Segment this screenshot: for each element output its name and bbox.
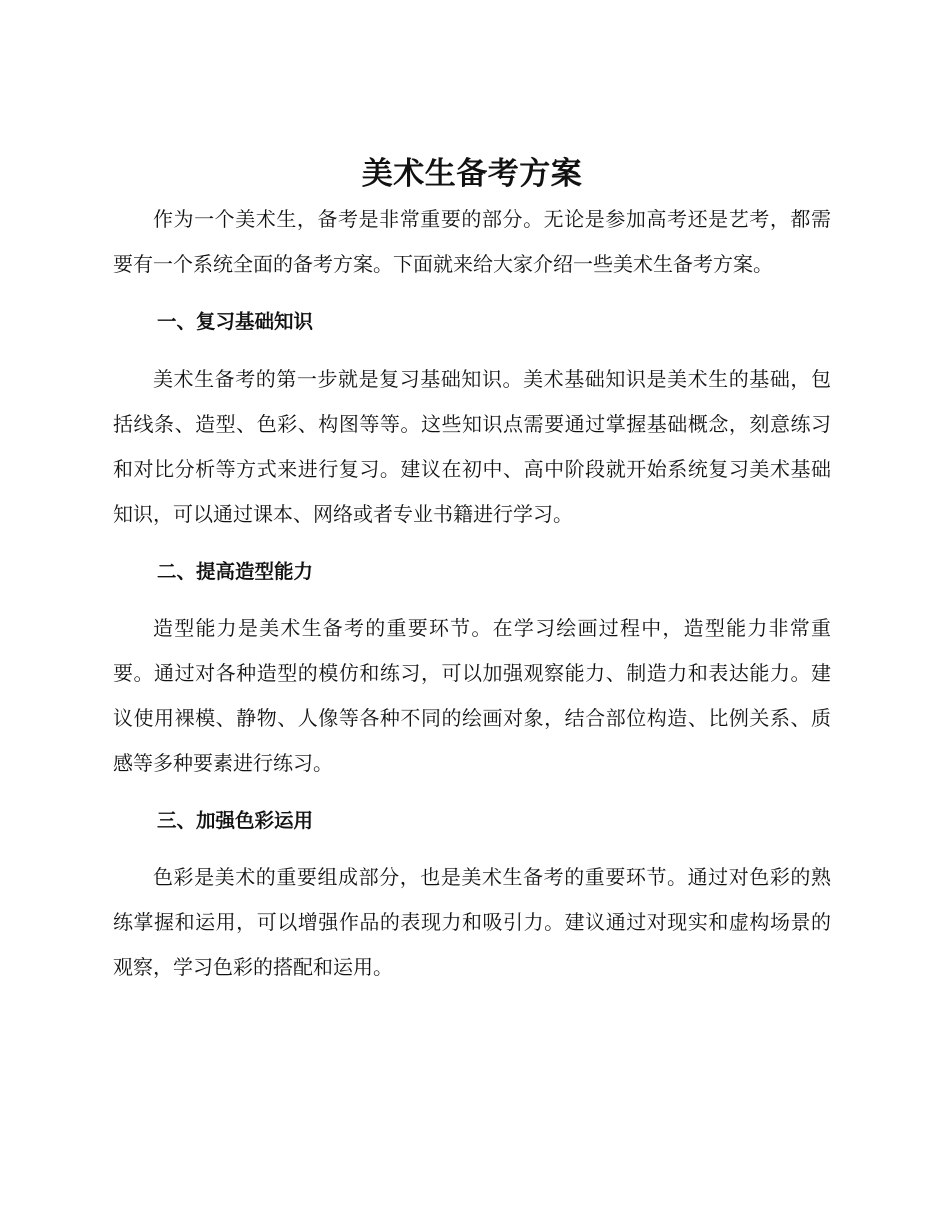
section-heading-modeling-ability: 二、提高造型能力 bbox=[157, 560, 314, 583]
section-body-review-basics: 美术生备考的第一步就是复习基础知识。美术基础知识是美术生的基础，包括线条、造型、色彩、构图等等。这些知识点需要通过掌握基础概念，刻意练习和对比分析等方式来进行复习。建议在初中、高中阶段就开始系统复习美术基础知识，可以通过课本、网络或者专业书籍进行学习。 bbox=[113, 367, 831, 526]
section-body-modeling-ability: 造型能力是美术生备考的重要环节。在学习绘画过程中，造型能力非常重要。通过对各种造型的模仿和练习，可以加强观察能力、制造力和表达能力。建议使用裸模、静物、人像等各种不同的绘画对象，结合部位构造、比例关系、质感等多种要素进行练习。 bbox=[113, 616, 831, 775]
section-heading-review-basics: 一、复习基础知识 bbox=[157, 310, 314, 333]
document-content bbox=[113, 152, 831, 990]
intro-paragraph: 作为一个美术生，备考是非常重要的部分。无论是参加高考还是艺考，都需要有一个系统全面的备考方案。下面就来给大家介绍一些美术生备考方案。 bbox=[113, 207, 831, 276]
page-title: 美术生备考方案 bbox=[361, 156, 583, 192]
section-body-color-usage: 色彩是美术的重要组成部分，也是美术生备考的重要环节。通过对色彩的熟练掌握和运用，可以增强作品的表现力和吸引力。建议通过对现实和虚构场景的观察，学习色彩的搭配和运用。 bbox=[113, 865, 831, 979]
section-heading-color-usage: 三、加强色彩运用 bbox=[157, 809, 314, 832]
